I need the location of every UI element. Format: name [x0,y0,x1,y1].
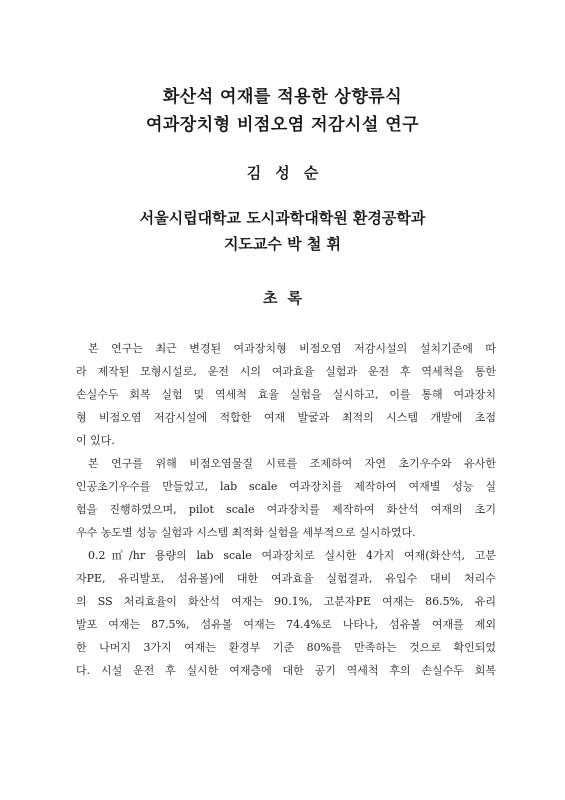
abstract-heading: 초록 [263,289,312,307]
affiliation [0,205,565,257]
affiliation-line-1: 서울시립대학교 도시과학대학원 환경공학과 [139,209,426,227]
title-line-2: 여과장치형 비점오염 저감시설 연구 [145,115,420,135]
abstract-body [76,337,496,682]
body-line: 라 제작된 모형시설로, 운전 시의 여과효율 실험과 운전 후 역세척을 통한 [76,365,496,378]
body-line: 본 연구를 위해 비점오염물질 시료를 조제하여 자연 초기우수와 유사한 [88,457,496,470]
author-name: 김성순 [246,164,333,182]
body-line: 본 연구는 최근 변경된 여과장치형 비점오염 저감시설의 설치기준에 따 [88,342,496,355]
body-line: 다. 시설 운전 후 실시한 여재층에 대한 공기 역세척 후의 손실수두 회복 [76,664,496,677]
body-line: 이 있다. [76,434,115,447]
body-line: 손실수두 회복 실험 및 역세척 효율 실험을 실시하고, 이를 통해 여과장치 [76,388,496,401]
body-line: 험을 진행하였으며, pilot scale 여과장치를 제작하여 화산석 여재의 초기 [76,503,496,516]
paper-title [0,83,565,139]
body-line: 우수 농도별 성능 실험과 시스템 최적화 실험을 세부적으로 실시하였다. [76,526,416,539]
body-line: 형 비점오염 저감시설에 적합한 여재 발굴과 최적의 시스템 개발에 초점 [76,411,496,424]
title-line-1: 화산석 여재를 적용한 상향류식 [162,87,403,107]
body-line: 0.2㎥/hr 용량의 lab scale 여과장치로 실시한 4가지 여재(화산석, 고분 [88,549,496,562]
body-line: 인공초기우수를 만들었고, lab scale 여과장치를 제작하여 여재별 성능 실 [76,480,496,493]
affiliation-line-2: 지도교수 박 철 휘 [223,235,342,253]
body-line: 의 SS 처리효율이 화산석 여재는 90.1%, 고분자PE 여재는 86.5%, 유리 [76,595,496,608]
body-line: 자PE, 유리발포, 섬유볼)에 대한 여과효율 실험결과, 유입수 대비 처리수 [76,572,496,585]
body-line: 발포 여재는 87.5%, 섬유볼 여재는 74.4%로 나타나, 섬유볼 여재를 제외 [76,618,496,631]
body-line: 한 나머지 3가지 여재는 환경부 기준 80%를 만족하는 것으로 확인되었 [76,641,496,654]
